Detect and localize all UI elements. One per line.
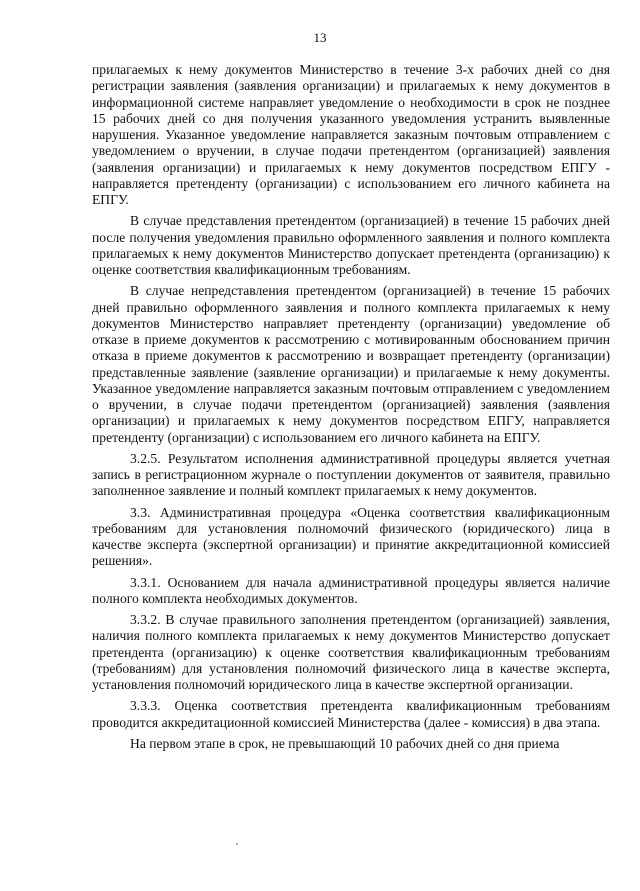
paragraph-first-stage: На первом этапе в срок, не превышающий 10 рабочих дней со дня приема [130, 735, 560, 751]
paragraph-non-submission: В случае непредставления претендентом (организацией) в течение 15 рабочих дней правильно оформленного заявления и полного комплекта прилагаемых к нему документов Министерство направляет претенденту (организации) уведомление об отказе в приеме документов к рассмотрению с мотивированным обоснованием причин отказа в приеме документов к рассмотрению и возвращает претенденту (организации) представленные заявление (заявление организации) и прилагаемые к нему документы. Указанное уведомление направляется заказным почтовым отправлением с уведомлением о вручении, в случае подачи претендентом (организацией) заявления (заявления организации) и прилагаемых к нему документов посредством ЕПГУ, направляется претенденту (организации) с использованием его личного кабинета на ЕПГУ. [92, 283, 610, 445]
paragraph-3-2-5: 3.2.5. Результатом исполнения административной процедуры является учетная запись в регистрационном журнале о поступлении документов от заявителя, правильно заполненное заявление и полный комплект прилагаемых к нему документов. [92, 450, 610, 499]
document-body [92, 62, 610, 757]
paragraph-3-3-3: 3.3.3. Оценка соответствия претендента квалификационным требованиям проводится аккредитационной комиссией Министерства (далее - комиссия) в два этапа. [92, 698, 610, 730]
page-number: 13 [313, 30, 327, 45]
paragraph-3-3: 3.3. Административная процедура «Оценка соответствия квалификационным требованиям для установления полномочий физического (юридического) лица в качестве эксперта (экспертной организации) и принятие аккредитационной комиссией решения». [92, 504, 610, 569]
paragraph-submission-in-15-days: В случае представления претендентом (организацией) в течение 15 рабочих дней после получения уведомления правильно оформленного заявления и полного комплекта прилагаемых к нему документов Министерство допускает претендента (организацию) к оценке соответствия квалификационным требованиям. [92, 213, 610, 277]
scan-speck [236, 843, 238, 845]
paragraph-continuation: прилагаемых к нему документов Министерство в течение 3-х рабочих дней со дня регистрации заявления (заявления организации) и прилагаемых к нему документов в информационной системе направляет уведомление о необходимости в срок не позднее 15 рабочих дней со дня получения указанного уведомления устранить выявленные нарушения. Указанное уведомление направляется заказным почтовым отправлением с уведомлением о вручении, в случае подачи претендентом (организацией) заявления (заявления организации) и прилагаемых к нему документов посредством ЕПГУ - направляется претенденту (организации) с использованием его личного кабинета на ЕПГУ. [92, 62, 610, 207]
paragraph-3-3-1: 3.3.1. Основанием для начала административной процедуры является наличие полного комплекта необходимых документов. [92, 574, 610, 606]
paragraph-3-3-2: 3.3.2. В случае правильного заполнения претендентом (организацией) заявления, наличия полного комплекта прилагаемых к нему документов Министерство допускает претендента (организацию) к оценке соответствия квалификационным требованиям (требованиям) для установления полномочий физического лица в качестве эксперта, установления полномочий юридического лица в качестве экспертной организации. [92, 612, 610, 692]
